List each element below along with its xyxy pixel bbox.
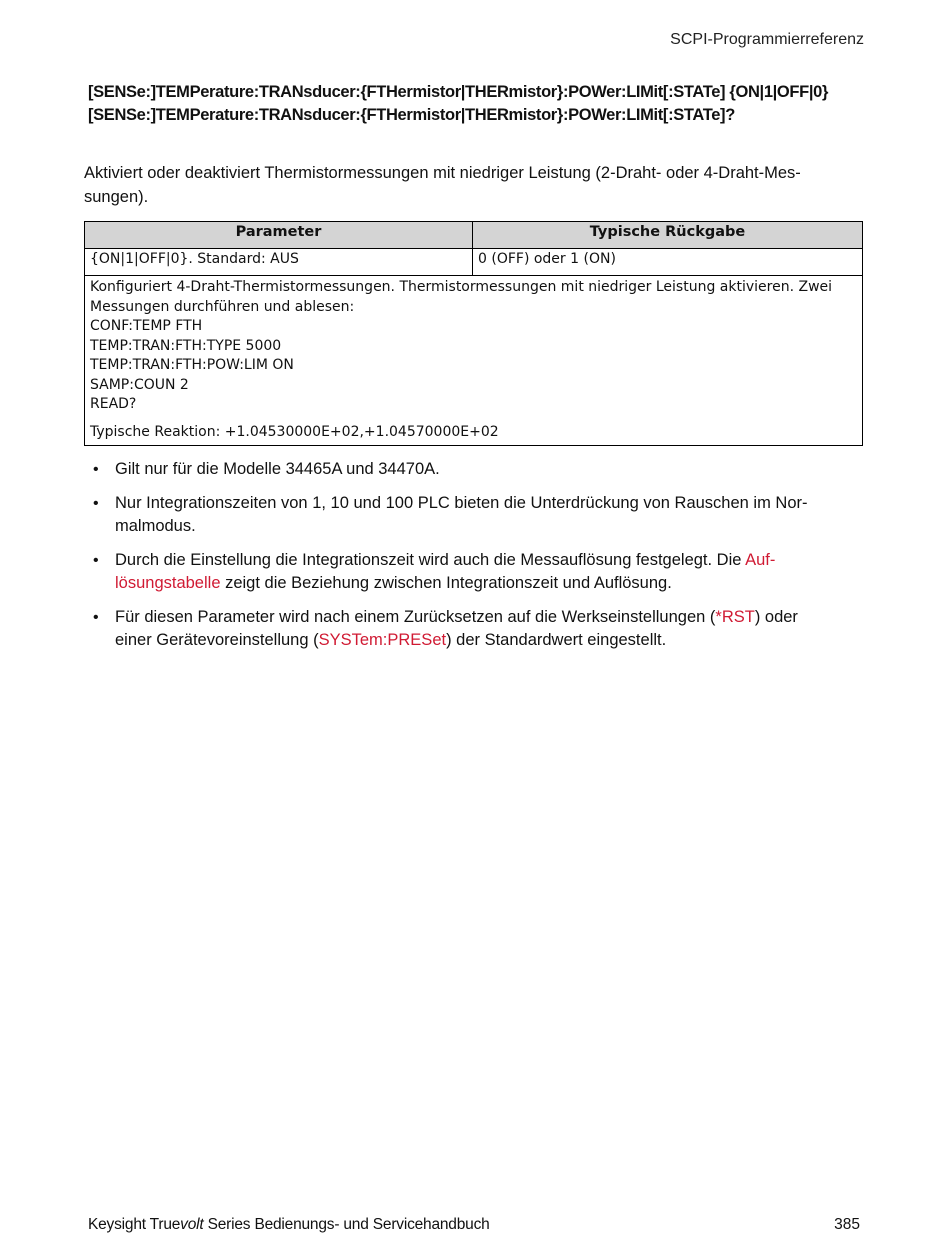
system-preset-link[interactable]: SYSTem:PRESet [318, 631, 447, 649]
parameter-table [84, 221, 863, 446]
example-description: Konfiguriert 4-Draht-Thermistormessungen. Thermistormessungen mit niedriger Leistung aktivieren. Zwei Messungen durchführen und ablesen: [90, 279, 833, 315]
example-row [85, 276, 863, 446]
list-item [93, 606, 833, 652]
rst-link[interactable]: *RST [715, 608, 755, 626]
list-item [93, 458, 833, 481]
example-cell [85, 276, 863, 446]
footer-brand-italic: volt [180, 1216, 204, 1233]
list-item [93, 492, 833, 538]
note-text: Für diesen Parameter wird nach einem Zurücksetzen auf die Werkseinstellungen ( [115, 608, 716, 626]
query-syntax: [SENSe:]TEMPerature:TRANsducer:{FTHermistor|THERmistor}:POWer:LIMit[:STATe]? [88, 106, 735, 124]
table-row [85, 249, 863, 276]
note-text: Gilt nur für die Modelle 34465A und 34470A. [115, 460, 440, 478]
note-text: Nur Integrationszeiten von 1, 10 und 100 PLC bieten die Unterdrückung von Rauschen im Nor-malmodus. [115, 494, 808, 535]
example-response: Typische Reaktion: +1.04530000E+02,+1.04570000E+02 [90, 423, 499, 440]
column-header-return: Typische Rückgabe [473, 222, 863, 249]
command-syntax-block [88, 81, 828, 127]
footer-title [88, 1216, 490, 1234]
running-header: SCPI-Programmierreferenz [670, 31, 864, 48]
example-code-line: READ? [90, 396, 137, 412]
list-item [93, 549, 833, 595]
footer-brand: Keysight True [88, 1216, 181, 1233]
resolution-table-link[interactable]: Auf-lösungstabelle [115, 551, 776, 592]
note-text: ) der Standardwert eingestellt. [446, 631, 667, 649]
example-code-line: TEMP:TRAN:FTH:TYPE 5000 [90, 337, 282, 354]
command-syntax: [SENSe:]TEMPerature:TRANsducer:{FTHermistor|THERmistor}:POWer:LIMit[:STATe] {ON|1|OFF|0} [88, 83, 829, 101]
notes-list [93, 458, 833, 663]
parameter-value: {ON|1|OFF|0}. Standard: AUS [85, 249, 473, 276]
page-number: 385 [834, 1216, 860, 1233]
footer-manual-name: Series Bedienungs- und Servicehandbuch [203, 1216, 490, 1233]
note-text: zeigt die Beziehung zwischen Integrationszeit und Auflösung. [220, 574, 672, 592]
table-header-row [85, 222, 863, 249]
example-code-line: CONF:TEMP FTH [90, 318, 203, 334]
note-text: Durch die Einstellung die Integrationszeit wird auch die Messauflösung festgelegt. Die [115, 551, 746, 569]
example-code-line: SAMP:COUN 2 [90, 376, 189, 393]
return-value: 0 (OFF) oder 1 (ON) [473, 249, 863, 276]
example-code-line: TEMP:TRAN:FTH:POW:LIM ON [90, 357, 294, 373]
command-description: Aktiviert oder deaktiviert Thermistormessungen mit niedriger Leistung (2-Draht- oder 4-Draht-Mes-sungen). [84, 164, 801, 206]
note-text: ) oder einer Gerätevoreinstellung ( [115, 608, 798, 649]
column-header-parameter: Parameter [85, 222, 473, 249]
